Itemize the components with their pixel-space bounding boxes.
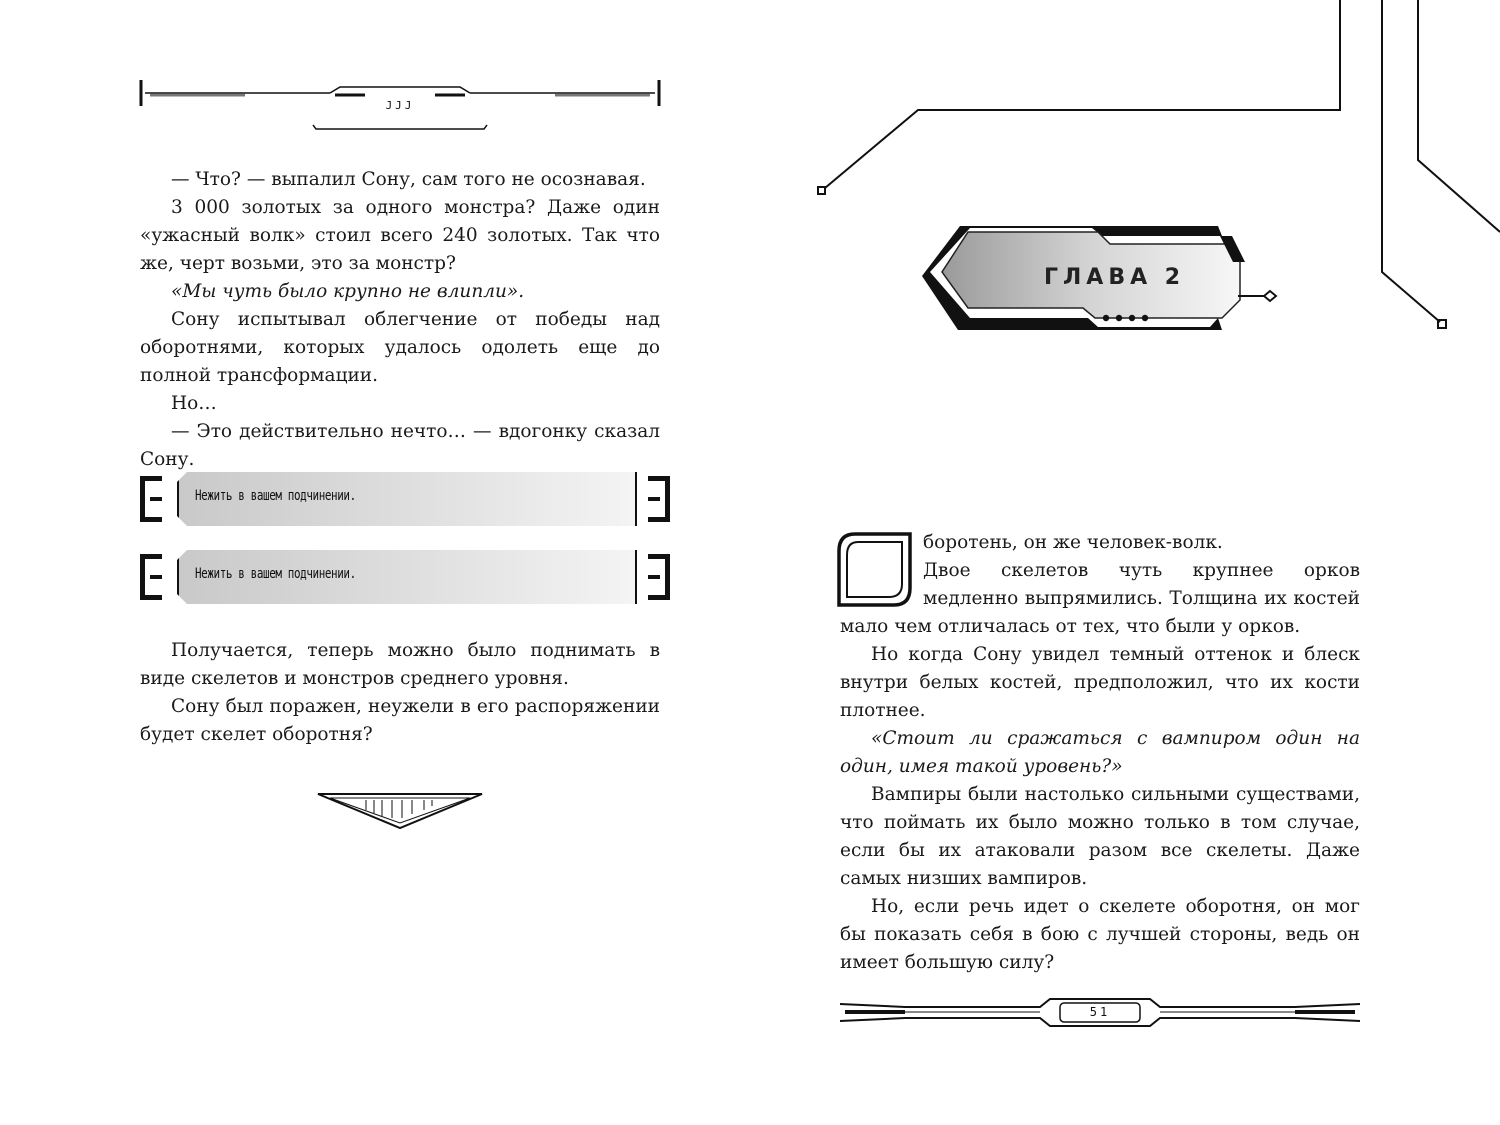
system-message-box (140, 548, 672, 606)
right-page (840, 0, 1360, 1125)
paragraph: «Мы чуть было крупно не влипли». (171, 281, 525, 302)
left-page (140, 0, 660, 1125)
paragraph: Сону испытывал облегчение от победы над оборотнями, которых удалось одолеть еще до полной трансформации. (140, 309, 660, 386)
system-message-text: Нежить в вашем подчинении. (195, 566, 356, 582)
paragraph: Двое скелетов чуть крупнее орков медленно выпрямились. Толщина их костей мало чем отличалась от тех, что были у орков. (840, 560, 1360, 637)
paragraph: Вампиры были настолько сильными существами, что поймать их было можно только в том случае, если бы их атаковали разом все скелеты. Даже самых низших вампиров. (840, 784, 1360, 889)
paragraph: Но когда Сону увидел темный оттенок и блеск внутри белых костей, предположил, что их кости плотнее. (840, 644, 1360, 721)
system-message-box (140, 470, 672, 528)
paragraph: — Что? — выпалил Сону, сам того не осознавая. (171, 169, 646, 190)
paragraph: «Стоит ли сражаться с вампиром один на один, имея такой уровень?» (840, 728, 1360, 777)
left-header-number: JJJ (385, 99, 415, 112)
paragraph: Получается, теперь можно было поднимать в виде скелетов и монстров среднего уровня. (140, 640, 660, 689)
left-body-bottom (140, 637, 660, 749)
paragraph: Сону был поражен, неужели в его распоряжении будет скелет оборотня? (140, 696, 660, 745)
paragraph: боротень, он же человек-волк. (923, 532, 1223, 553)
chapter-title: ГЛАВА 2 (1044, 265, 1186, 290)
left-body-top (140, 166, 660, 474)
right-body (840, 557, 1360, 977)
paragraph: 3 000 золотых за одного монстра? Даже один «ужасный волк» стоил всего 240 золотых. Так что же, черт возьми, это за монстр? (140, 197, 660, 274)
paragraph: Но… (171, 393, 217, 414)
paragraph: Но, если речь идет о скелете оборотня, он мог бы показать себя в бою с лучшей стороны, ведь он имеет большую силу? (840, 896, 1360, 973)
page-number: 51 (1089, 1005, 1111, 1019)
paragraph: — Это действительно нечто… — вдогонку сказал Сону. (140, 421, 660, 470)
system-message-text: Нежить в вашем подчинении. (195, 488, 356, 504)
right-body-wrap-top (923, 529, 1360, 557)
